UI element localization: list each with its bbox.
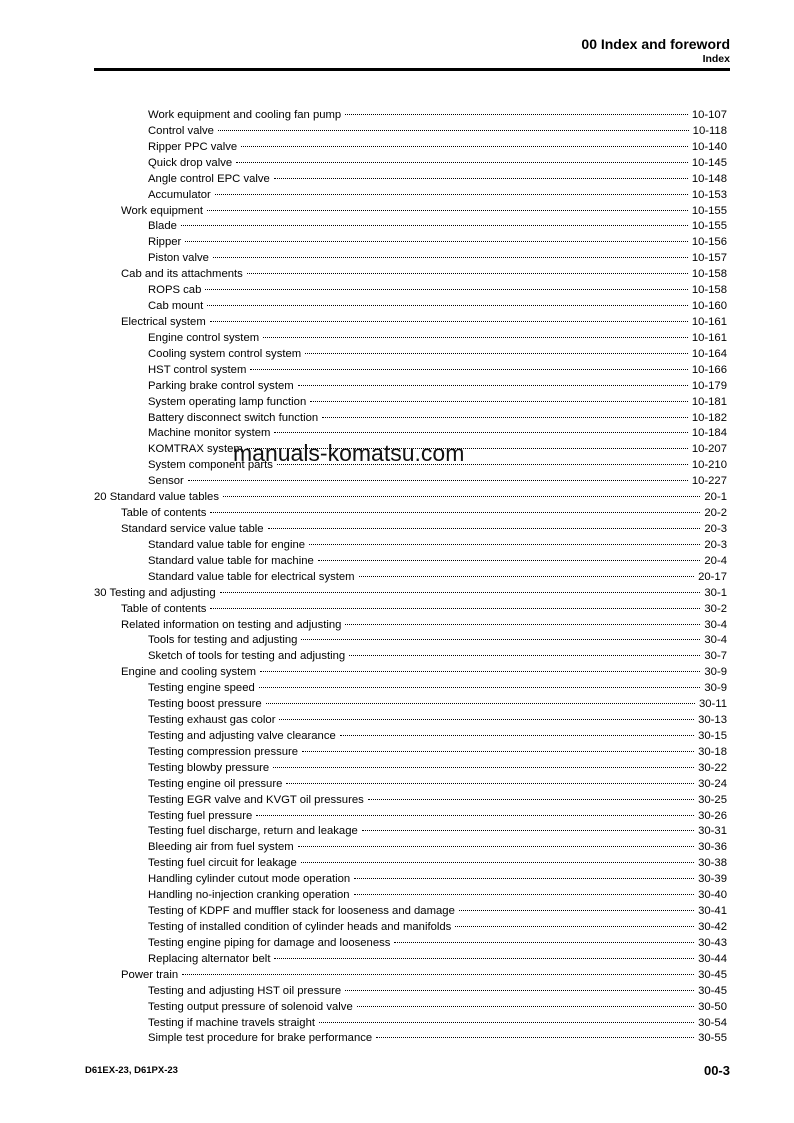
toc-entry-page: 10-156	[691, 236, 727, 249]
toc-entry-page: 10-166	[691, 363, 727, 376]
toc-entry[interactable]	[0, 124, 794, 140]
toc-entry-title: Testing compression pressure	[148, 745, 300, 761]
toc-entry[interactable]	[0, 299, 794, 315]
toc-entry-title: Simple test procedure for brake performance	[148, 1031, 374, 1047]
dot-leader	[394, 942, 694, 943]
toc-entry-page: 30-45	[698, 968, 727, 981]
dot-leader	[218, 130, 689, 131]
toc-entry[interactable]	[0, 251, 794, 267]
toc-entry-title: Standard value table for machine	[148, 554, 316, 570]
toc-entry-title: Table of contents	[121, 506, 208, 522]
toc-entry-title: Testing output pressure of solenoid valve	[148, 1000, 355, 1016]
dot-leader	[207, 305, 688, 306]
toc-entry-page: 10-179	[691, 379, 727, 392]
section-subtitle: Index	[702, 53, 730, 65]
toc-entry[interactable]	[0, 633, 794, 649]
page-number: 00-3	[703, 1063, 730, 1078]
toc-entry-title: Testing exhaust gas color	[148, 713, 277, 729]
dot-leader	[210, 321, 688, 322]
toc-entry-title: Electrical system	[121, 315, 208, 331]
dot-leader	[274, 432, 687, 433]
toc-entry-page: 30-38	[698, 857, 727, 870]
toc-entry-title: Machine monitor system	[148, 426, 272, 442]
toc-entry-page: 30-11	[698, 698, 727, 711]
toc-entry[interactable]	[0, 474, 794, 490]
toc-entry[interactable]	[0, 936, 794, 952]
dot-leader	[263, 337, 688, 338]
toc-entry[interactable]	[0, 872, 794, 888]
toc-entry-page: 10-155	[691, 204, 727, 217]
dot-leader	[362, 830, 694, 831]
toc-entry-title: Testing fuel circuit for leakage	[148, 856, 299, 872]
toc-entry-title: Ripper	[148, 235, 183, 251]
toc-entry-title: Quick drop valve	[148, 156, 234, 172]
toc-entry[interactable]	[0, 665, 794, 681]
toc-entry-page: 20-3	[704, 522, 727, 535]
toc-entry-page: 30-36	[698, 841, 727, 854]
dot-leader	[345, 990, 694, 991]
toc-entry[interactable]	[0, 1000, 794, 1016]
toc-entry-title: Testing blowby pressure	[148, 761, 271, 777]
dot-leader	[266, 703, 695, 704]
toc-entry[interactable]	[0, 697, 794, 713]
toc-entry-title: Angle control EPC valve	[148, 172, 272, 188]
dot-leader	[274, 178, 688, 179]
toc-entry-page: 30-26	[698, 809, 727, 822]
toc-entry-page: 30-4	[704, 634, 727, 647]
dot-leader	[220, 592, 701, 593]
dot-leader	[259, 687, 701, 688]
toc-entry-title: Table of contents	[121, 602, 208, 618]
toc-entry[interactable]	[0, 395, 794, 411]
dot-leader	[247, 273, 688, 274]
watermark: manuals-komatsu.com	[233, 440, 465, 466]
toc-entry-title: Testing boost pressure	[148, 697, 264, 713]
toc-entry-title: Testing if machine travels straight	[148, 1016, 317, 1032]
toc-entry-page: 20-4	[704, 554, 727, 567]
dot-leader	[322, 417, 688, 418]
toc-entry-title: Engine and cooling system	[121, 665, 258, 681]
dot-leader	[368, 799, 694, 800]
toc-entry[interactable]	[0, 108, 794, 124]
toc-entry[interactable]	[0, 984, 794, 1000]
toc-entry-page: 10-161	[691, 315, 727, 328]
dot-leader	[305, 353, 688, 354]
dot-leader	[210, 512, 700, 513]
toc-entry-title: KOMTRAX system	[148, 442, 245, 458]
toc-entry[interactable]	[0, 840, 794, 856]
toc-entry-title: Testing and adjusting HST oil pressure	[148, 984, 343, 1000]
toc-entry[interactable]	[0, 649, 794, 665]
toc-entry-page: 20-3	[704, 538, 727, 551]
dot-leader	[455, 926, 694, 927]
toc-entry[interactable]	[0, 777, 794, 793]
toc-entry[interactable]	[0, 745, 794, 761]
toc-entry[interactable]	[0, 968, 794, 984]
toc-entry-title: System operating lamp function	[148, 395, 308, 411]
toc-entry-title: Testing engine speed	[148, 681, 257, 697]
toc-entry-page: 30-40	[698, 889, 727, 902]
toc-entry-page: 30-9	[704, 682, 727, 695]
toc-entry-page: 10-155	[691, 220, 727, 233]
toc-entry[interactable]	[0, 347, 794, 363]
toc-entry-page: 30-13	[698, 714, 727, 727]
toc-entry-title: Power train	[121, 968, 180, 984]
toc-entry-title: Sensor	[148, 474, 186, 490]
toc-entry[interactable]	[0, 379, 794, 395]
toc-entry[interactable]	[0, 1016, 794, 1032]
toc-entry[interactable]	[0, 204, 794, 220]
toc-entry-page: 30-39	[698, 873, 727, 886]
toc-entry[interactable]	[0, 363, 794, 379]
toc-entry-page: 10-148	[691, 172, 727, 185]
toc-entry[interactable]	[0, 140, 794, 156]
dot-leader	[459, 910, 694, 911]
toc-entry-title: Testing of installed condition of cylinder heads and manifolds	[148, 920, 453, 936]
dot-leader	[309, 544, 700, 545]
toc-entry-page: 10-140	[691, 140, 727, 153]
toc-entry-title: Bleeding air from fuel system	[148, 840, 296, 856]
dot-leader	[223, 496, 700, 497]
toc-entry-page: 30-15	[698, 729, 727, 742]
toc-entry-page: 30-41	[698, 905, 727, 918]
toc-entry-title: Standard service value table	[121, 522, 266, 538]
section-title: 00 Index and foreword	[581, 36, 730, 52]
dot-leader	[268, 528, 701, 529]
dot-leader	[274, 958, 694, 959]
toc-entry[interactable]	[0, 713, 794, 729]
toc-entry-page: 30-50	[698, 1000, 727, 1013]
toc-entry-title: Cab and its attachments	[121, 267, 245, 283]
toc-entry-page: 10-227	[691, 475, 727, 488]
dot-leader	[215, 194, 688, 195]
toc-entry-page: 30-43	[698, 936, 727, 949]
toc-entry[interactable]	[0, 235, 794, 251]
toc-entry[interactable]	[0, 411, 794, 427]
toc-entry[interactable]	[0, 618, 794, 634]
toc-entry-title: 30 Testing and adjusting	[94, 586, 218, 602]
toc-entry[interactable]	[0, 315, 794, 331]
header-rule	[94, 68, 730, 71]
toc-entry[interactable]	[0, 888, 794, 904]
dot-leader	[319, 1022, 694, 1023]
toc-entry[interactable]	[0, 156, 794, 172]
dot-leader	[318, 560, 701, 561]
toc-entry-title: Testing engine oil pressure	[148, 777, 284, 793]
toc-entry[interactable]	[0, 952, 794, 968]
toc-entry[interactable]	[0, 809, 794, 825]
toc-entry-title: Work equipment and cooling fan pump	[148, 108, 343, 124]
toc-entry[interactable]	[0, 681, 794, 697]
toc-entry-page: 10-107	[691, 109, 727, 121]
toc-entry-title: Testing fuel pressure	[148, 809, 254, 825]
toc-entry-title: Related information on testing and adjusting	[121, 618, 343, 634]
dot-leader	[301, 862, 694, 863]
dot-leader	[354, 894, 695, 895]
toc-entry[interactable]	[0, 586, 794, 602]
toc-entry-page: 30-4	[704, 618, 727, 631]
toc-entry[interactable]	[0, 761, 794, 777]
dot-leader	[236, 162, 688, 163]
dot-leader	[181, 225, 688, 226]
toc-entry[interactable]	[0, 522, 794, 538]
dot-leader	[349, 655, 700, 656]
toc-entry-page: 10-158	[691, 284, 727, 297]
toc-entry-title: Control valve	[148, 124, 216, 140]
toc-entry-page: 30-24	[698, 777, 727, 790]
toc-entry-title: Testing fuel discharge, return and leakage	[148, 824, 360, 840]
dot-leader	[359, 576, 695, 577]
toc-entry-page: 10-182	[691, 411, 727, 424]
toc-entry[interactable]	[0, 570, 794, 586]
dot-leader	[188, 480, 688, 481]
dot-leader	[185, 241, 688, 242]
toc-entry-title: Tools for testing and adjusting	[148, 633, 299, 649]
toc-entry-page: 30-54	[698, 1016, 727, 1029]
dot-leader	[310, 401, 688, 402]
toc-entry-page: 10-160	[691, 300, 727, 313]
dot-leader	[345, 624, 700, 625]
toc-entry-page: 30-45	[698, 984, 727, 997]
toc-entry-title: ROPS cab	[148, 283, 203, 299]
toc-entry-page: 30-7	[704, 650, 727, 663]
toc-entry-title: Engine control system	[148, 331, 261, 347]
toc-entry[interactable]	[0, 283, 794, 299]
dot-leader	[340, 735, 694, 736]
dot-leader	[273, 767, 694, 768]
toc-entry-title: Handling cylinder cutout mode operation	[148, 872, 352, 888]
toc-entry[interactable]	[0, 331, 794, 347]
dot-leader	[241, 146, 688, 147]
toc-entry-page: 30-42	[698, 921, 727, 934]
toc-entry-title: Ripper PPC valve	[148, 140, 239, 156]
toc-entry-title: Battery disconnect switch function	[148, 411, 320, 427]
dot-leader	[210, 608, 700, 609]
toc-entry-page: 10-145	[691, 156, 727, 169]
toc-entry-title: HST control system	[148, 363, 248, 379]
dot-leader	[298, 846, 694, 847]
toc-entry-page: 20-2	[704, 507, 727, 520]
dot-leader	[298, 385, 688, 386]
toc-entry[interactable]	[0, 219, 794, 235]
toc-entry-title: 20 Standard value tables	[94, 490, 221, 506]
toc-entry-page: 30-31	[698, 825, 727, 838]
toc-entry-page: 30-22	[698, 761, 727, 774]
toc-entry-page: 10-158	[691, 268, 727, 281]
toc-entry-title: Testing EGR valve and KVGT oil pressures	[148, 793, 366, 809]
table-of-contents	[0, 108, 794, 1047]
toc-entry-page: 20-17	[698, 570, 727, 583]
toc-entry-title: Testing and adjusting valve clearance	[148, 729, 338, 745]
toc-entry-title: Piston valve	[148, 251, 211, 267]
toc-entry-page: 10-157	[691, 252, 727, 265]
toc-entry[interactable]	[0, 188, 794, 204]
toc-entry-title: System component parts	[148, 458, 275, 474]
toc-entry-page: 30-1	[704, 586, 727, 599]
toc-entry-page: 30-2	[704, 602, 727, 615]
toc-entry-page: 10-118	[692, 124, 727, 137]
toc-entry[interactable]	[0, 1031, 794, 1047]
toc-entry[interactable]	[0, 602, 794, 618]
toc-entry-title: Cooling system control system	[148, 347, 303, 363]
toc-entry-page: 10-153	[691, 188, 727, 201]
toc-entry-page: 10-164	[691, 347, 727, 360]
dot-leader	[207, 210, 688, 211]
dot-leader	[357, 1006, 694, 1007]
model-label: D61EX-23, D61PX-23	[85, 1065, 178, 1076]
toc-entry[interactable]	[0, 267, 794, 283]
toc-entry[interactable]	[0, 920, 794, 936]
dot-leader	[279, 719, 694, 720]
dot-leader	[256, 815, 694, 816]
toc-entry-page: 10-181	[691, 395, 727, 408]
toc-entry-title: Handling no-injection cranking operation	[148, 888, 352, 904]
toc-entry[interactable]	[0, 172, 794, 188]
dot-leader	[260, 671, 700, 672]
dot-leader	[205, 289, 687, 290]
toc-entry-title: Accumulator	[148, 188, 213, 204]
toc-entry[interactable]	[0, 538, 794, 554]
dot-leader	[182, 974, 694, 975]
dot-leader	[345, 114, 688, 115]
toc-entry[interactable]	[0, 904, 794, 920]
dot-leader	[213, 257, 688, 258]
toc-entry-title: Blade	[148, 219, 179, 235]
toc-entry-page: 30-18	[698, 745, 727, 758]
toc-entry[interactable]	[0, 824, 794, 840]
dot-leader	[250, 369, 687, 370]
toc-entry-page: 10-184	[691, 427, 727, 440]
toc-entry-page: 10-161	[691, 331, 727, 344]
toc-entry-title: Standard value table for electrical system	[148, 570, 357, 586]
toc-entry[interactable]	[0, 554, 794, 570]
toc-entry-page: 30-55	[698, 1032, 727, 1045]
toc-entry-title: Replacing alternator belt	[148, 952, 272, 968]
toc-entry-page: 20-1	[704, 491, 727, 504]
toc-entry-page: 10-207	[691, 443, 727, 456]
toc-entry[interactable]	[0, 490, 794, 506]
toc-entry-title: Testing of KDPF and muffler stack for looseness and damage	[148, 904, 457, 920]
toc-entry-page: 30-25	[698, 793, 727, 806]
toc-entry[interactable]	[0, 506, 794, 522]
dot-leader	[354, 878, 694, 879]
toc-entry-title: Parking brake control system	[148, 379, 296, 395]
toc-entry-title: Sketch of tools for testing and adjusting	[148, 649, 347, 665]
dot-leader	[302, 751, 694, 752]
toc-entry-title: Testing engine piping for damage and looseness	[148, 936, 392, 952]
toc-entry-page: 30-9	[704, 666, 727, 679]
toc-entry-page: 10-210	[691, 459, 727, 472]
dot-leader	[286, 783, 694, 784]
toc-entry[interactable]	[0, 856, 794, 872]
toc-entry-title: Work equipment	[121, 204, 205, 220]
dot-leader	[376, 1037, 694, 1038]
dot-leader	[301, 639, 700, 640]
toc-entry-title: Standard value table for engine	[148, 538, 307, 554]
toc-entry-title: Cab mount	[148, 299, 205, 315]
toc-entry[interactable]	[0, 793, 794, 809]
toc-entry[interactable]	[0, 729, 794, 745]
toc-entry-page: 30-44	[698, 952, 727, 965]
